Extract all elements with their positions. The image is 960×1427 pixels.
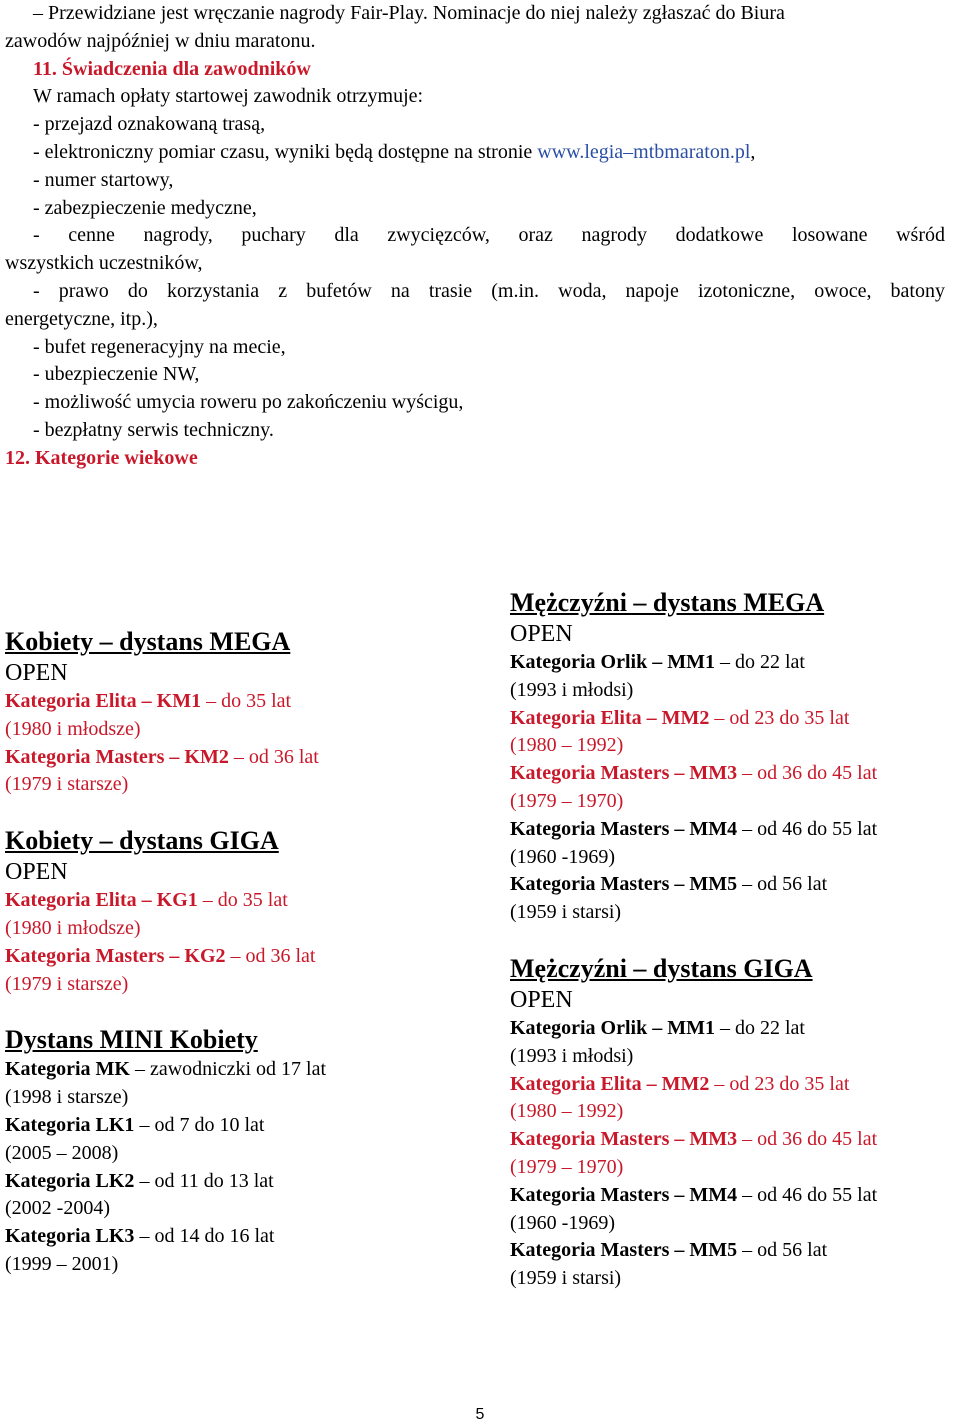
benefit-item: - bufet regeneracyjny na mecie,: [33, 335, 286, 358]
section-11-intro: W ramach opłaty startowej zawodnik otrzymuje:: [33, 85, 424, 108]
benefits-section: [5, 0, 945, 473]
category-years: (1979 – 1970): [510, 789, 624, 812]
benefit-item-cont: energetyczne, itp.),: [5, 307, 158, 330]
category-range: – od 7 do 10 lat: [134, 1113, 265, 1136]
category-line: [5, 1056, 475, 1084]
category-range: – od 14 do 16 lat: [134, 1225, 275, 1248]
section-11-heading: 11. Świadczenia dla zawodników: [33, 57, 311, 80]
open-label: OPEN: [510, 621, 573, 647]
category-years: (1999 – 2001): [5, 1252, 119, 1275]
open-label: OPEN: [510, 986, 573, 1013]
category-line: [5, 943, 475, 971]
page-number: 5: [475, 1406, 485, 1423]
category-years: (1980 i młodsze): [5, 717, 141, 740]
category-range: – do 35 lat: [201, 690, 292, 712]
category-range: – do 22 lat: [714, 1016, 805, 1039]
category-line: [510, 1015, 958, 1043]
benefit-item-cont: wszystkich uczestników,: [5, 252, 203, 275]
category-name: Kategoria Orlik – MM1: [510, 1016, 715, 1039]
category-years: (1998 i starsze): [5, 1086, 129, 1109]
category-years: (1980 i młodsze): [5, 916, 141, 939]
section-12-heading: 12. Kategorie wiekowe: [5, 446, 198, 469]
category-name: Kategoria Masters – KG2: [5, 944, 226, 967]
fairplay-line: – Przewidziane jest wręczanie nagrody Fair-Play. Nominacje do niej należy zgłaszać do Biura: [33, 2, 785, 24]
category-name: Kategoria Elita – MM2: [510, 1072, 710, 1095]
open-label: OPEN: [5, 859, 68, 886]
benefit-item: - przejazd oznakowaną trasą,: [33, 113, 266, 136]
category-years: (1959 i starsi): [510, 1267, 622, 1290]
category-range: – od 23 do 35 lat: [709, 1072, 850, 1095]
category-name: Kategoria Elita – MM2: [510, 706, 710, 729]
category-years: (1960 -1969): [510, 845, 615, 868]
benefit-item: - cenne nagrody, puchary dla zwycięzców, oraz nagrody dodatkowe losowane wśród: [33, 224, 945, 247]
category-line: [5, 1112, 475, 1140]
benefit-item: - bezpłatny serwis techniczny.: [33, 418, 274, 441]
category-name: Kategoria Masters – MM3: [510, 762, 738, 785]
category-name: Kategoria LK3: [5, 1225, 135, 1248]
category-line: [5, 887, 475, 915]
category-range: – do 35 lat: [202, 889, 288, 912]
benefit-item: - prawo do korzystania z bufetów na trasie (m.in. woda, napoje izotoniczne, owoce, batony: [33, 279, 945, 302]
category-years: (1959 i starsi): [510, 901, 622, 924]
category-line: [5, 1223, 475, 1251]
open-label: OPEN: [5, 660, 68, 686]
category-line: [510, 705, 958, 733]
category-range: – od 36 lat: [225, 944, 316, 967]
category-range: – od 56 lat: [737, 1239, 828, 1262]
category-years: (1993 i młodsi): [510, 678, 634, 701]
mini-women-title: Dystans MINI Kobiety: [5, 1025, 258, 1055]
category-line: [510, 760, 958, 788]
category-name: Kategoria Masters – MM5: [510, 873, 738, 896]
category-line: [510, 1071, 958, 1099]
category-range: – od 23 do 35 lat: [709, 706, 850, 729]
men-giga-title: Mężczyźni – dystans GIGA: [510, 953, 813, 983]
category-line: [510, 1237, 958, 1265]
category-years: (1980 – 1992): [510, 1100, 624, 1123]
website-link[interactable]: www.legia–mtbmaraton.pl: [537, 140, 751, 163]
category-name: Kategoria LK2: [5, 1169, 135, 1192]
benefit-item: - ubezpieczenie NW,: [33, 363, 200, 386]
category-range: – zawodniczki od 17 lat: [129, 1058, 327, 1081]
benefit-item-timing: [5, 139, 945, 167]
left-column: [5, 626, 475, 1279]
men-mega-title: Mężczyźni – dystans MEGA: [510, 588, 825, 617]
category-range: – od 36 lat: [228, 745, 319, 768]
category-years: (1993 i młodsi): [510, 1044, 634, 1067]
benefit-item: - możliwość umycia roweru po zakończeniu wyścigu,: [33, 391, 464, 414]
category-name: Kategoria Elita – KM1: [5, 690, 202, 712]
category-name: Kategoria Masters – MM5: [510, 1239, 738, 1262]
category-line: [510, 816, 958, 844]
category-name: Kategoria Masters – MM3: [510, 1128, 738, 1151]
category-range: – od 46 do 55 lat: [737, 817, 878, 840]
right-column: [510, 587, 958, 1293]
benefit-text: - elektroniczny pomiar czasu, wyniki będą dostępne na stronie: [33, 140, 538, 163]
category-name: Kategoria Masters – MM4: [510, 1183, 738, 1206]
category-range: – do 22 lat: [714, 651, 805, 673]
category-years: (2005 – 2008): [5, 1141, 119, 1164]
category-name: Kategoria Masters – KM2: [5, 745, 229, 768]
category-name: Kategoria Orlik – MM1: [510, 651, 715, 673]
category-range: – od 11 do 13 lat: [134, 1169, 274, 1192]
benefit-item: - zabezpieczenie medyczne,: [33, 196, 257, 219]
benefit-item: - numer startowy,: [33, 168, 174, 191]
category-line: [510, 871, 958, 899]
category-years: (1979 i starsze): [5, 773, 129, 796]
women-giga-title: Kobiety – dystans GIGA: [5, 826, 279, 856]
category-line: [510, 1126, 958, 1154]
category-years: (2002 -2004): [5, 1197, 110, 1220]
benefit-text: ,: [750, 140, 756, 163]
category-name: Kategoria LK1: [5, 1113, 135, 1136]
category-years: (1979 – 1970): [510, 1155, 624, 1178]
category-years: (1980 – 1992): [510, 734, 624, 757]
women-mega-title: Kobiety – dystans MEGA: [5, 627, 291, 656]
fairplay-line-cont: zawodów najpóźniej w dniu maratonu.: [5, 29, 316, 52]
category-line: [5, 1168, 475, 1196]
category-line: [5, 744, 475, 772]
category-years: (1979 i starsze): [5, 972, 129, 995]
category-name: Kategoria Masters – MM4: [510, 817, 738, 840]
category-line: [510, 649, 958, 677]
category-range: – od 36 do 45 lat: [737, 762, 878, 785]
category-range: – od 36 do 45 lat: [737, 1128, 878, 1151]
category-range: – od 56 lat: [737, 873, 828, 896]
category-name: Kategoria Elita – KG1: [5, 889, 198, 912]
category-range: – od 46 do 55 lat: [737, 1183, 878, 1206]
category-years: (1960 -1969): [510, 1211, 615, 1234]
category-line: [510, 1182, 958, 1210]
category-name: Kategoria MK: [5, 1058, 130, 1081]
category-line: [5, 688, 475, 716]
